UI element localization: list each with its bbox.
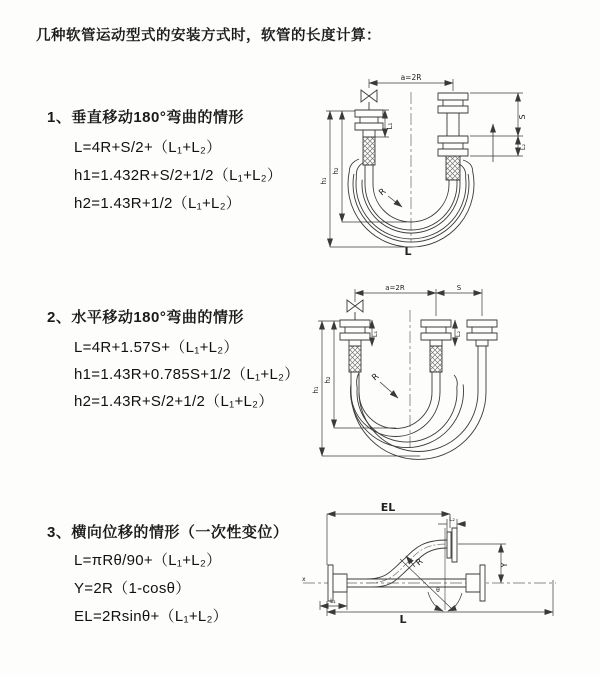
right-fitting-upper [438, 93, 468, 136]
label-span: a=2R [400, 73, 422, 82]
label-angle: θ [436, 587, 440, 594]
label-travel: S [456, 284, 462, 292]
section-3-heading: 3、横向位移的情形（一次性变位） [47, 524, 289, 541]
label-offset: Y [500, 562, 509, 568]
page-title: 几种软管运动型式的安装方式时，软管的长度计算： [36, 28, 381, 44]
label-axis-mark: x [302, 576, 306, 583]
section-3-formula-L: L=πRθ/90+（L₁+L₂） [74, 552, 222, 569]
left-flange [328, 565, 347, 601]
left-fitting [355, 110, 383, 137]
label-length: L [404, 245, 412, 258]
valve-icon [361, 90, 377, 110]
label-fitting-left: L₁ [371, 330, 379, 338]
right-flange-original [466, 565, 485, 601]
middle-fitting [421, 320, 451, 346]
label-extended-length: EL [380, 501, 396, 514]
label-travel: S [518, 114, 527, 120]
left-braid [363, 137, 375, 165]
diagram-vertical-180-bend [305, 66, 595, 258]
section-2-formula-h1: h1=1.43R+0.785S+1/2（L₁+L₂） [74, 366, 300, 383]
left-fitting [340, 320, 370, 346]
section-1-formula-h2: h2=1.43R+1/2（L₁+L₂） [74, 195, 242, 212]
section-2-formula-L: L=4R+1.57S+（L₁+L₂） [74, 339, 239, 356]
label-fitting-top: L₂ [449, 516, 455, 523]
right-flange-displaced [447, 528, 457, 562]
label-fitting-mid: L₂ [454, 330, 462, 338]
section-2-formula-h2: h2=1.43R+S/2+1/2（L₁+L₂） [74, 393, 274, 410]
section-1-formula-h1: h1=1.432R+S/2+1/2（L₁+L₂） [74, 167, 283, 184]
section-1-formula-L: L=4R+S/2+（L₁+L₂） [74, 139, 222, 156]
section-2-heading: 2、水平移动180°弯曲的情形 [47, 309, 244, 326]
label-length: L [399, 613, 407, 626]
section-3-formula-EL: EL=2Rsinθ+（L₁+L₂） [74, 608, 228, 625]
section-3-formula-Y: Y=2R（1-cosθ） [74, 580, 191, 597]
label-fitting-left: L₁ [330, 598, 336, 605]
right-fitting-lower [438, 136, 468, 156]
valve-icon [347, 300, 363, 320]
label-h-outer: h₁ [320, 177, 328, 185]
section-1-heading: 1、垂直移动180°弯曲的情形 [47, 109, 244, 126]
label-radius: R [414, 556, 426, 569]
left-braid [349, 346, 361, 372]
diagram-lateral-displacement [300, 500, 600, 640]
label-fitting-left: L₁ [386, 122, 394, 130]
hose-arcs [351, 373, 487, 459]
label-radius: R [370, 371, 382, 384]
hose-original [347, 579, 466, 587]
right-fitting [467, 320, 497, 346]
diagram-horizontal-180-bend [300, 280, 600, 466]
label-h-inner: h₂ [324, 376, 332, 384]
label-span: a=2R [385, 284, 405, 292]
label-h-outer: h₁ [312, 386, 320, 394]
label-fitting-right: L₂ [519, 143, 527, 151]
middle-braid [430, 346, 442, 372]
hose-displaced [347, 540, 447, 587]
label-radius: R [377, 186, 389, 199]
right-braid [446, 156, 460, 180]
label-h-inner: h₂ [332, 167, 340, 175]
